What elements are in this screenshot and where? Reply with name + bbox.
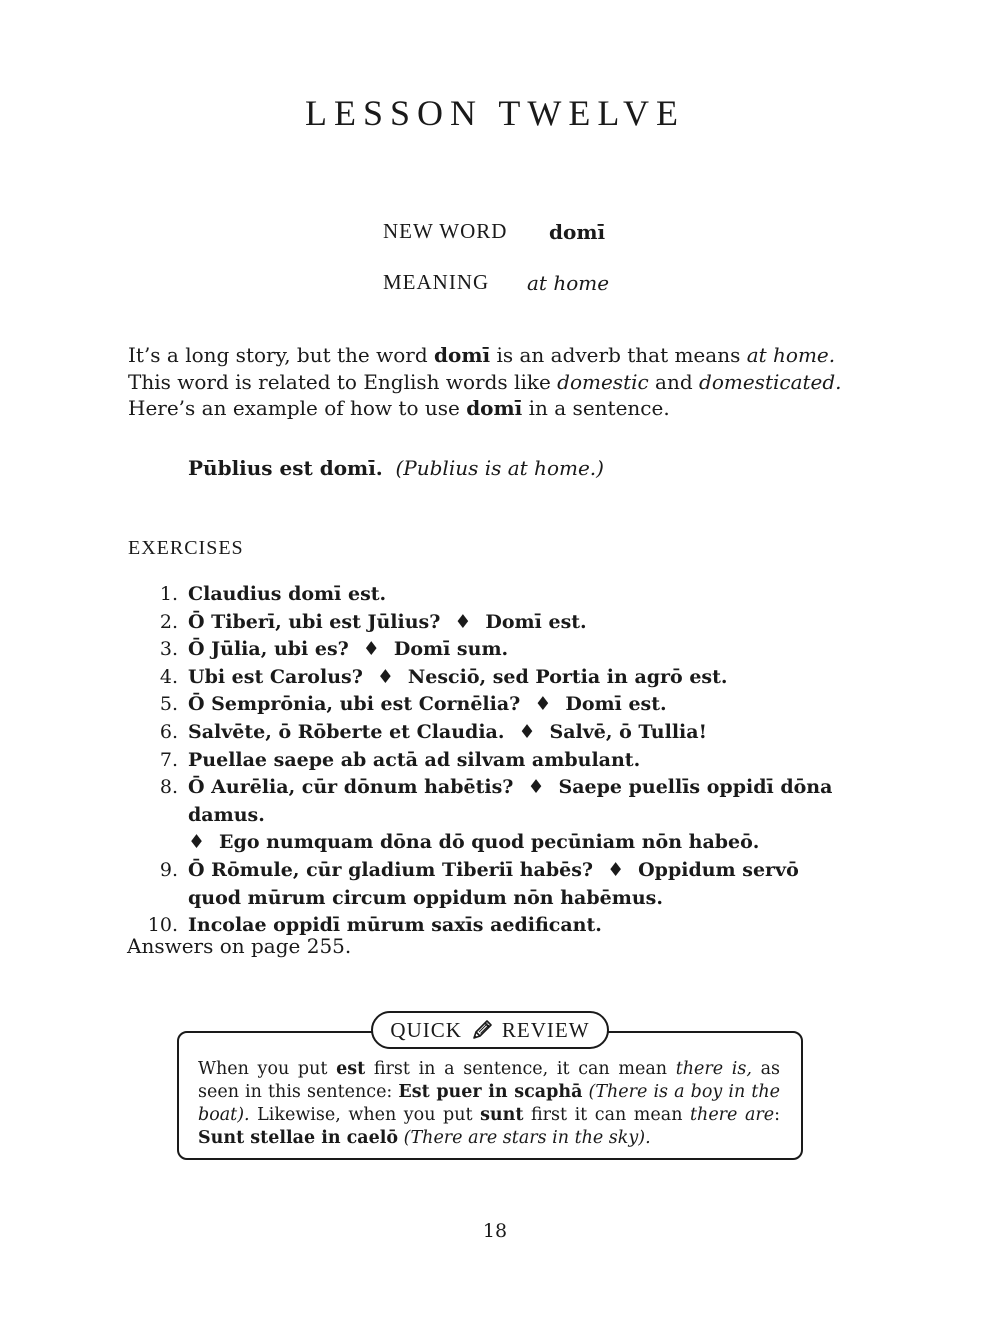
example-sentence: Pūblius est domī. (Publius is at home.) [188, 456, 604, 480]
exercise-item: 8. Ō Aurēlia, cūr dōnum habētis? ♦ Saepe puellīs oppidī dōna damus. ♦ Ego numquam dōna dō quod pecūniam nōn habeō. [159, 776, 833, 854]
diamond-icon: ♦ [527, 776, 545, 799]
pencil-icon [470, 1018, 494, 1042]
exercise-item: 6. Salvēte, ō Rōberte et Claudia. ♦ Salvē, ō Tullia! [159, 720, 707, 743]
diamond-icon: ♦ [607, 858, 625, 881]
meaning-value: at home [527, 271, 610, 295]
new-word-label: NEW WORD [383, 219, 508, 243]
intro-paragraph: It’s a long story, but the word domī is an adverb that means at home. This word is related to English words like domestic and domesticated. Here’s an example of how to use domī in a sentence. [128, 343, 842, 420]
exercise-item: 3. Ō Jūlia, ubi es? ♦ Domī sum. [159, 638, 509, 661]
exercise-item: 5. Ō Semprōnia, ubi est Cornēlia? ♦ Domī est. [159, 693, 667, 716]
exercise-item: 1. Claudius domī est. [159, 583, 387, 605]
diamond-icon: ♦ [534, 693, 552, 716]
quick-review-label-right: REVIEW [501, 1017, 590, 1042]
quick-review-text: When you put est first in a sentence, it can mean there is, as seen in this sentence: Est puer in scaphā (There is a boy in the boat). Likewise, when you put sunt first it can mean there are: Sunt stellae in caelō (There are stars in the sky). [198, 1059, 781, 1148]
page-number: 18 [482, 1220, 508, 1242]
diamond-icon: ♦ [454, 610, 472, 633]
quick-review-tab [371, 1011, 609, 1049]
quick-review-label-left: QUICK [390, 1017, 462, 1042]
exercise-item: 9. Ō Rōmule, cūr gladium Tiberiī habēs? ♦ Oppidum servō quod mūrum circum oppidum nōn habēmus. [159, 858, 799, 909]
page-title: LESSON TWELVE [304, 93, 685, 133]
exercise-list [140, 581, 840, 940]
diamond-icon: ♦ [376, 665, 394, 688]
diamond-icon: ♦ [518, 720, 536, 743]
exercise-item: 4. Ubi est Carolus? ♦ Nesciō, sed Portia in agrō est. [159, 665, 728, 688]
exercise-item: 7. Puellae saepe ab actā ad silvam ambulant. [159, 748, 641, 771]
exercise-item: 2. Ō Tiberī, ubi est Jūlius? ♦ Domī est. [159, 610, 587, 633]
exercises-heading: EXERCISES [128, 537, 244, 559]
diamond-icon: ♦ [362, 638, 380, 661]
exercise-item: 10. Incolae oppidī mūrum saxīs aedificant. [147, 914, 602, 937]
diamond-icon: ♦ [188, 831, 206, 854]
new-word-value: domī [549, 220, 606, 244]
meaning-label: MEANING [383, 270, 490, 294]
answers-note: Answers on page 255. [127, 934, 352, 958]
